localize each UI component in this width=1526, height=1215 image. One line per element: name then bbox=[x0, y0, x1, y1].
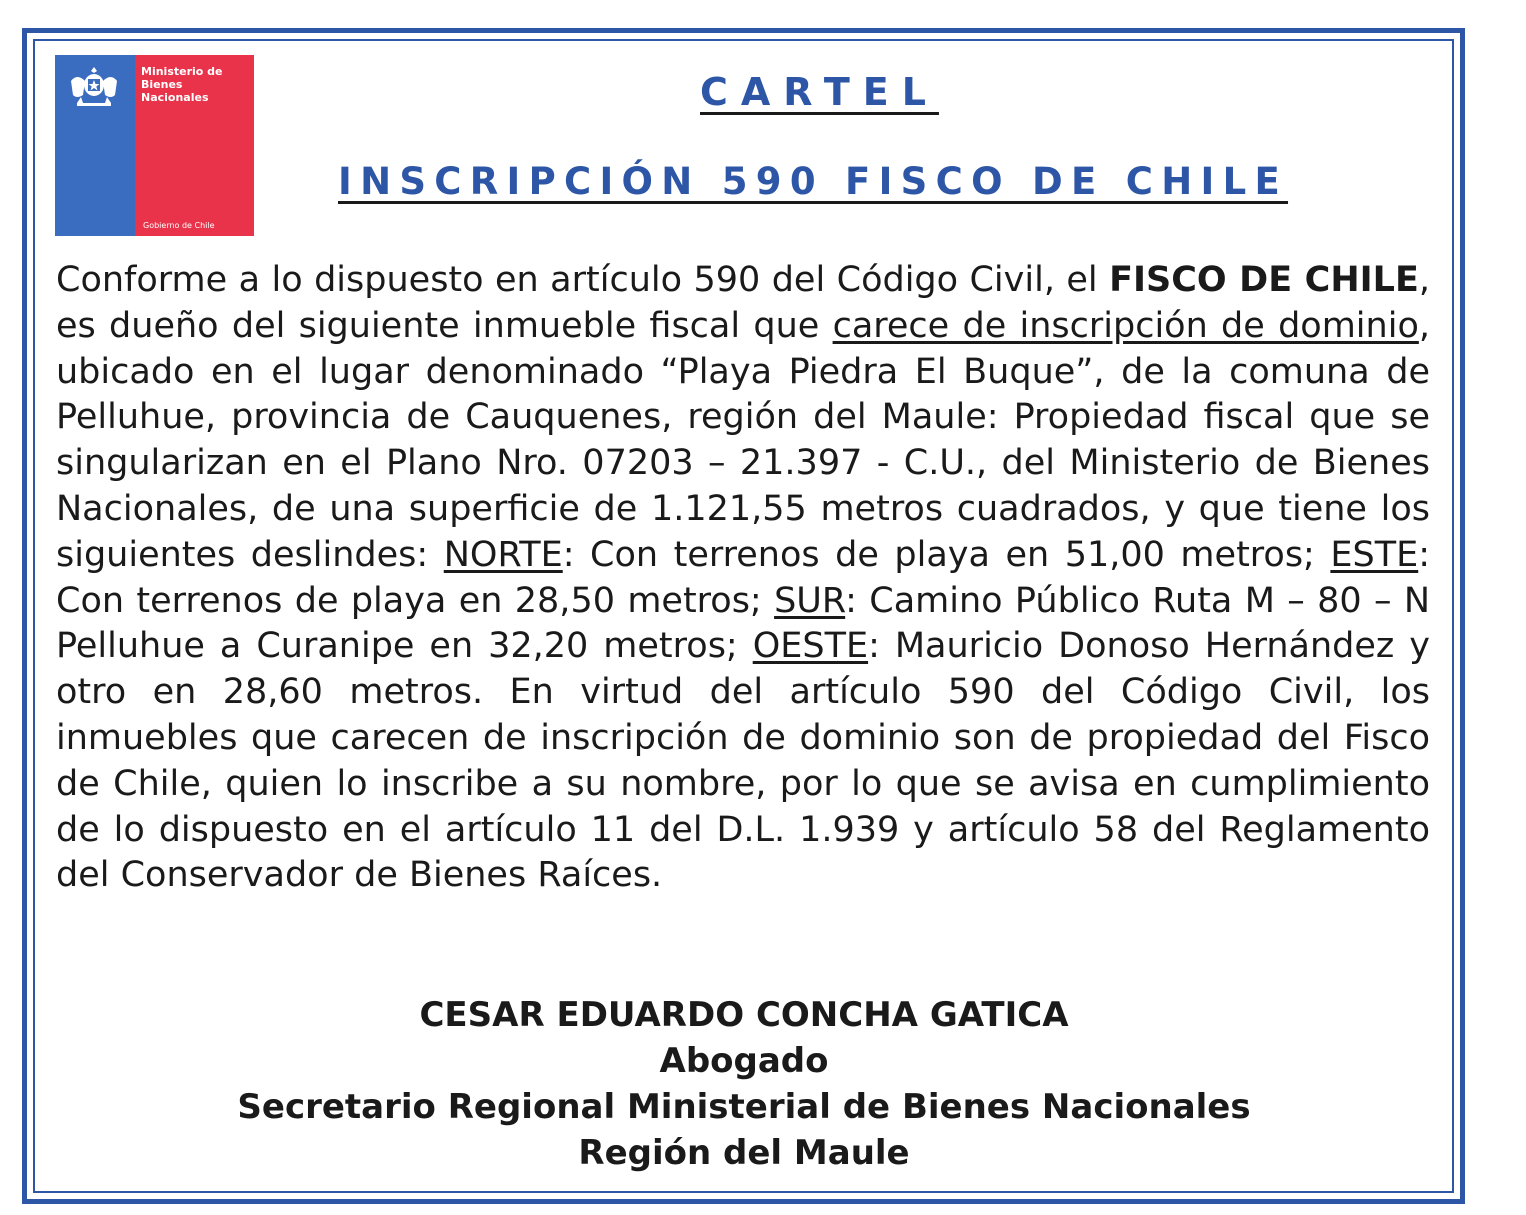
signatory-role: Abogado bbox=[659, 1041, 829, 1081]
page-subtitle: INSCRIPCIÓN 590 FISCO DE CHILE bbox=[338, 160, 1289, 203]
signatory-region: Región del Maule bbox=[578, 1133, 910, 1173]
notice-body bbox=[56, 258, 1430, 899]
body-underline-inscripcion: carece de inscripción de dominio bbox=[832, 305, 1419, 346]
body-text-4: : Con terrenos de playa en 51,00 metros; bbox=[562, 534, 1331, 575]
logo-red-panel bbox=[135, 55, 254, 236]
signatory-position: Secretario Regional Ministerial de Bienes Nacionales bbox=[237, 1087, 1251, 1127]
logo-line-2: Bienes bbox=[141, 78, 183, 91]
logo-blue-panel bbox=[55, 55, 135, 236]
body-text-2: , es dueño del siguiente inmueble fiscal que bbox=[56, 260, 1430, 346]
body-text-3: , ubicado en el lugar denominado “Playa Piedra El Buque”, de la comuna de Pelluhue, provincia de Cauquenes, región del Maule: Propiedad fiscal que se singularizan en el Plano Nro. 07203 – 21.397 - C.U., del Ministerio de Bienes Nacionales, de una superficie de 1.121,55 metros cuadrados, y que tiene los siguientes deslindes: bbox=[56, 305, 1430, 575]
logo-line-3: Nacionales bbox=[141, 91, 209, 104]
body-text-7: : Mauricio Donoso Hernández y otro en 28,60 metros. En virtud del artículo 590 del Código Civil, los inmuebles que carecen de inscripción de dominio son de propiedad del Fisco de Chile, quien lo inscribe a su nombre, por lo que se avisa en cumplimiento de lo dispuesto en el artículo 11 del D.L. 1.939 y artículo 58 del Reglamento del Conservador de Bienes Raíces. bbox=[56, 626, 1431, 896]
logo-ministry-name bbox=[141, 65, 223, 104]
body-text-1: Conforme a lo dispuesto en artículo 590 del Código Civil, el bbox=[56, 260, 1110, 300]
body-text-6: : Camino Público Ruta M – 80 – N Pelluhue a Curanipe en 32,20 metros; bbox=[56, 580, 1430, 667]
coat-of-arms-icon bbox=[63, 63, 125, 115]
signature-block bbox=[0, 992, 1488, 1176]
body-underline-oeste: OESTE bbox=[752, 626, 869, 667]
body-bold-fisco: FISCO DE CHILE bbox=[1109, 260, 1419, 300]
body-underline-este: ESTE bbox=[1330, 534, 1419, 575]
body-underline-sur: SUR bbox=[774, 580, 846, 621]
ministry-logo bbox=[55, 55, 254, 236]
body-text-5: : Con terrenos de playa en 28,50 metros; bbox=[56, 534, 1430, 621]
body-underline-norte: NORTE bbox=[443, 534, 563, 575]
page-title: CARTEL bbox=[700, 70, 939, 114]
logo-line-1: Ministerio de bbox=[141, 65, 223, 78]
logo-government-label: Gobierno de Chile bbox=[143, 221, 215, 230]
signatory-name: CESAR EDUARDO CONCHA GATICA bbox=[419, 995, 1069, 1035]
